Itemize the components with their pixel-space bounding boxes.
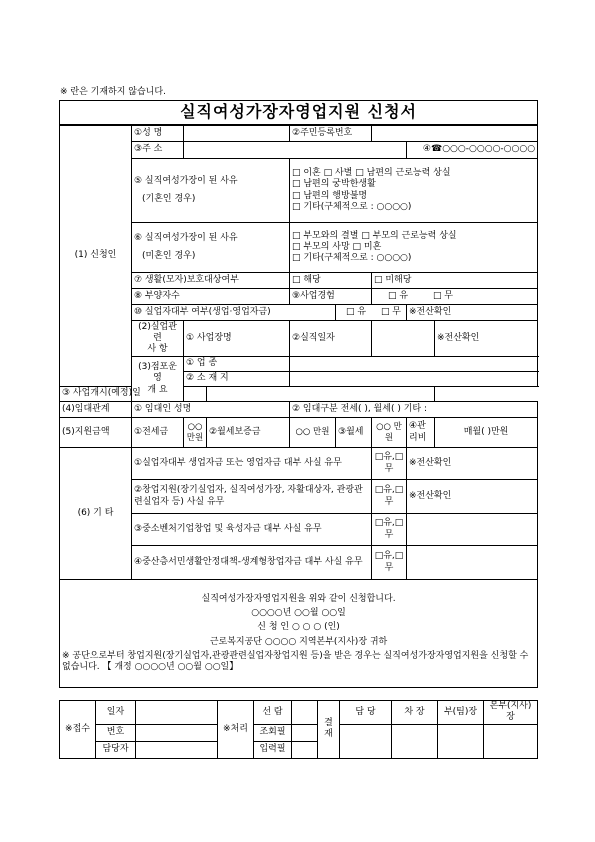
address-field[interactable]: [184, 142, 407, 159]
single-option[interactable]: □ 부모의 사망 □ 미혼: [292, 241, 382, 252]
sunram-label: 선 람: [254, 701, 292, 725]
welfare-no-checkbox[interactable]: □ 미해당: [372, 273, 538, 289]
workplace-label: ① 사업장명: [184, 321, 290, 357]
input-field[interactable]: [292, 741, 318, 758]
married-options: [290, 159, 538, 223]
monthly-deposit-label: ②월세보증금: [207, 418, 290, 448]
rrn-field[interactable]: [372, 125, 538, 142]
approval-chief: 차 장: [392, 701, 438, 725]
inquiry-field[interactable]: [292, 724, 318, 741]
single-options: [290, 223, 538, 273]
loan-options: [336, 305, 407, 321]
receipt-number-label: 번호: [96, 724, 136, 741]
declaration-warning: ※ 공단으로부터 창업지원(장기실업자,관광관련실업자창업지원 등)을 받은 경우는 실직여성가장자영업지원을 신청할 수 없습니다. 【 개정 ○○○○년 ○○월 ○○일】: [62, 650, 529, 672]
declaration-date: ○○○○년 ○○월 ○○일: [251, 608, 346, 618]
lease-section-label: (4)임대관계: [60, 402, 132, 418]
single-option[interactable]: □ 부모와의 결별 □ 부모의 근로능력 상실: [292, 230, 457, 241]
support-section-label: (5)지원금액: [60, 418, 132, 448]
declaration: [60, 580, 538, 688]
deposit-label: ①전세금: [132, 418, 184, 448]
input-label: 입력필: [254, 741, 292, 758]
store-section-line1: (3)점포운영: [138, 362, 177, 384]
sunram-field[interactable]: [292, 701, 318, 725]
unemployment-date-field[interactable]: [372, 321, 435, 357]
business-type-label: ① 업 종: [184, 357, 290, 372]
applicant-section-label: (1) 신청인: [60, 125, 132, 387]
dependents-label: ⑧ 부양자수: [132, 289, 290, 305]
rrn-label: ②주민등록번호: [290, 125, 372, 142]
approval-dept-head-sign[interactable]: [438, 724, 484, 758]
other-item-checkbox[interactable]: □유,□무: [372, 546, 407, 580]
welfare-label: ⑦ 생활(모자)보호대상여부: [132, 273, 290, 289]
unemployment-section-label: [132, 321, 184, 357]
location-label: ② 소 재 지: [184, 372, 290, 387]
single-reason-text: ⑥ 실직여성가장이 된 사유: [134, 233, 238, 244]
declaration-recipient: 근로복지공단 ○○○○ 지역본부(지사)장 귀하: [209, 636, 388, 647]
other-item-checkbox[interactable]: □유,□무: [372, 448, 407, 480]
address-label: ③주 소: [132, 142, 184, 159]
maintenance-label: ④관리비: [407, 418, 435, 448]
receipt-officer-label: 담당자: [96, 741, 136, 758]
start-date-field[interactable]: [207, 387, 435, 402]
other-item-checkbox[interactable]: □유,□무: [372, 480, 407, 514]
application-form: [59, 100, 538, 688]
deposit-amount[interactable]: ○○ 만원: [184, 418, 207, 448]
unemployment-section-line2: 사 항: [147, 344, 168, 355]
loan-label: ⑩ 실업자대부 여부(생업·영업자금): [132, 305, 336, 321]
monthly-rent-amount[interactable]: ○○ 만원: [372, 418, 407, 448]
processing-table: [59, 700, 538, 759]
lease-type[interactable]: ② 임대구분 전세( ), 월세( ) 기타 :: [290, 402, 538, 418]
single-reason-label: [132, 223, 290, 273]
loan-check: ※전산확인: [407, 305, 538, 321]
approval-dept-head: 부(팀)장: [438, 701, 484, 725]
monthly-deposit-amount[interactable]: ○○ 만원: [290, 418, 336, 448]
married-option[interactable]: □ 남편의 궁박한생활: [292, 179, 376, 190]
married-option[interactable]: □ 남편의 행방불명: [292, 190, 368, 201]
experience-options: [372, 289, 538, 305]
single-reason-sub: (미혼인 경우): [142, 250, 196, 261]
name-label: ①성 명: [132, 125, 184, 142]
other-item: ③중소벤처기업창업 및 육성자금 대부 사실 유무: [132, 514, 372, 546]
experience-no-checkbox[interactable]: □ 무: [432, 290, 453, 301]
married-option[interactable]: □ 이혼 □ 사별 □ 남편의 근로능력 상실: [292, 168, 451, 178]
approval-chief-sign[interactable]: [392, 724, 438, 758]
name-field[interactable]: [184, 125, 290, 142]
declaration-applicant: 신 청 인 ○ ○ ○ (인): [257, 622, 340, 633]
other-item-note: ※전산확인: [407, 448, 538, 480]
approval-label: 결재: [318, 701, 340, 759]
business-type-field[interactable]: [290, 357, 538, 372]
lessor-label: ① 임대인 성명: [132, 402, 290, 418]
other-item-checkbox[interactable]: □유,□무: [372, 514, 407, 546]
other-item-note: [407, 514, 538, 546]
married-option[interactable]: □ 기타(구체적으로 : ○○○○): [292, 201, 412, 212]
approval-director-sign[interactable]: [484, 724, 538, 758]
loan-no-checkbox[interactable]: □ 무: [380, 306, 401, 317]
form-note: ※ 란은 기재하지 않습니다.: [60, 87, 166, 97]
store-section-line2: 개 요: [147, 384, 168, 395]
location-field[interactable]: [290, 372, 538, 387]
welfare-yes-checkbox[interactable]: □ 해당: [290, 273, 372, 289]
other-item-note: ※전산확인: [407, 480, 538, 514]
declaration-text: 실직여성가장자영업지원을 위와 같이 신청합니다.: [201, 593, 396, 604]
experience-label: ⑨사업경험: [290, 289, 372, 305]
approval-charge-sign[interactable]: [340, 724, 392, 758]
experience-yes-checkbox[interactable]: □ 유: [388, 290, 409, 301]
monthly-rent-label: ③월세: [336, 418, 372, 448]
start-date-label: ③ 사업개시(예정)일: [60, 387, 207, 402]
other-item: ④중산층서민생활안정대책-생계형창업자금 대부 사실 유무: [132, 546, 372, 580]
inquiry-label: 조회필: [254, 724, 292, 741]
unemployment-section-line1: (2)실업관련: [138, 321, 177, 343]
loan-yes-checkbox[interactable]: □ 유: [346, 306, 367, 317]
maintenance-amount[interactable]: 매월( )만원: [435, 418, 538, 448]
married-reason-label: [132, 159, 290, 223]
other-item: ②창업지원(장기실업자, 실직여성가장, 자활대상자, 관광관련실업자 등) 사실 유무: [132, 480, 372, 514]
other-section-label: (6) 기 타: [60, 448, 132, 580]
phone-field[interactable]: ④☎○○○-○○○○-○○○○: [407, 142, 538, 159]
single-option[interactable]: □ 기타(구체적으로 : ○○○○): [292, 253, 412, 264]
approval-charge: 담 당: [340, 701, 392, 725]
form-title: 실직여성가장자영업지원 신청서: [60, 101, 538, 125]
married-reason-text: ⑤ 실직여성가장이 된 사유: [134, 176, 238, 187]
receipt-date-field[interactable]: [136, 701, 218, 725]
other-item-note: [407, 546, 538, 580]
receipt-date-label: 일자: [96, 701, 136, 725]
other-item: ①실업자대부 생업자금 또는 영업자금 대부 사실 유무: [132, 448, 372, 480]
receipt-officer-field[interactable]: [136, 741, 218, 758]
approval-director: 본부(지사)장: [484, 701, 538, 725]
unemployment-date-label: ②실직일자: [290, 321, 372, 357]
receipt-label: ※접수: [60, 701, 96, 759]
married-reason-sub: (기혼인 경우): [142, 193, 196, 204]
unemployment-check: ※전산확인: [435, 321, 538, 357]
receipt-number-field[interactable]: [136, 724, 218, 741]
processing-label: ※처리: [218, 701, 254, 759]
